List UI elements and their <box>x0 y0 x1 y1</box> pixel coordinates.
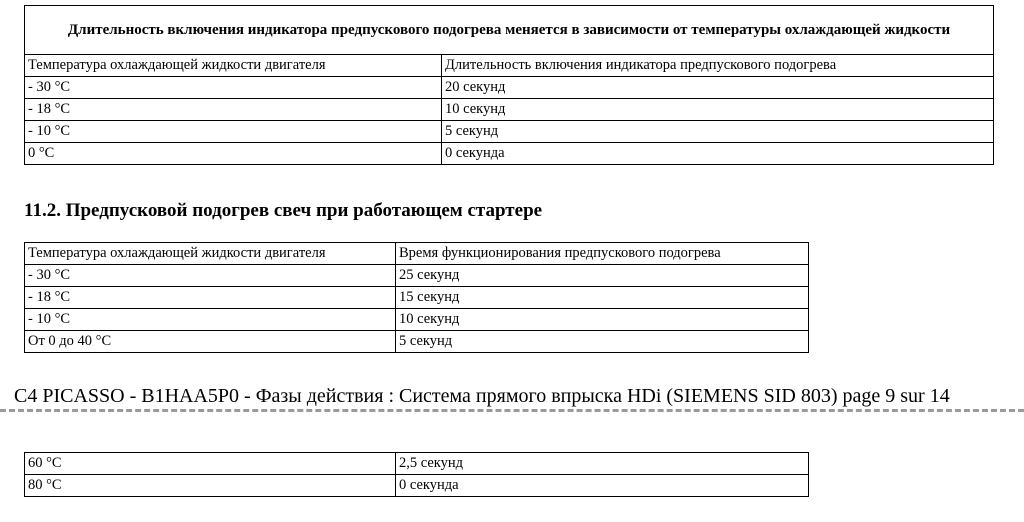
temperature-cell: - 18 °C <box>25 287 396 309</box>
table-row <box>25 99 994 121</box>
table-row <box>25 287 809 309</box>
column-header-temperature: Температура охлаждающей жидкости двигателя <box>25 243 396 265</box>
temperature-cell: - 10 °C <box>25 121 442 143</box>
temperature-cell: 60 °C <box>25 453 396 475</box>
temperature-cell: - 30 °C <box>25 77 442 99</box>
temperature-cell: - 10 °C <box>25 309 396 331</box>
column-header-time: Время функционирования предпускового подогрева <box>396 243 809 265</box>
section-heading: 11.2. Предпусковой подогрев свеч при работающем стартере <box>24 200 543 221</box>
time-cell: 0 секунда <box>396 475 809 497</box>
time-cell: 2,5 секунд <box>396 453 809 475</box>
time-cell: 25 секунд <box>396 265 809 287</box>
time-cell: 5 секунд <box>396 331 809 353</box>
temperature-cell: - 30 °C <box>25 265 396 287</box>
table-caption: Длительность включения индикатора предпускового подогрева меняется в зависимости от температуры охлаждающей жидкости <box>25 6 994 55</box>
column-header-duration: Длительность включения индикатора предпускового подогрева <box>442 55 994 77</box>
table-caption-row <box>25 6 994 55</box>
preheat-time-table <box>24 242 809 353</box>
duration-cell: 5 секунд <box>442 121 994 143</box>
temperature-cell: 0 °C <box>25 143 442 165</box>
duration-cell: 10 секунд <box>442 99 994 121</box>
duration-cell: 0 секунда <box>442 143 994 165</box>
table-row <box>25 77 994 99</box>
duration-cell: 20 секунд <box>442 77 994 99</box>
table-header-row <box>25 55 994 77</box>
temperature-cell: - 18 °C <box>25 99 442 121</box>
table-header-row <box>25 243 809 265</box>
page-break-divider <box>0 409 1024 412</box>
table-row <box>25 309 809 331</box>
page-footer: C4 PICASSO - B1HAA5P0 - Фазы действия : Система прямого впрыска HDi (SIEMENS SID 803) page 9 sur 14 <box>14 385 950 407</box>
table-row <box>25 475 809 497</box>
table-row <box>25 331 809 353</box>
table-row <box>25 143 994 165</box>
column-header-temperature: Температура охлаждающей жидкости двигателя <box>25 55 442 77</box>
temperature-cell: От 0 до 40 °C <box>25 331 396 353</box>
indicator-duration-table <box>24 5 994 165</box>
temperature-cell: 80 °C <box>25 475 396 497</box>
time-cell: 15 секунд <box>396 287 809 309</box>
time-cell: 10 секунд <box>396 309 809 331</box>
table-row <box>25 121 994 143</box>
table-row <box>25 453 809 475</box>
preheat-time-table-continued <box>24 452 809 497</box>
table-row <box>25 265 809 287</box>
